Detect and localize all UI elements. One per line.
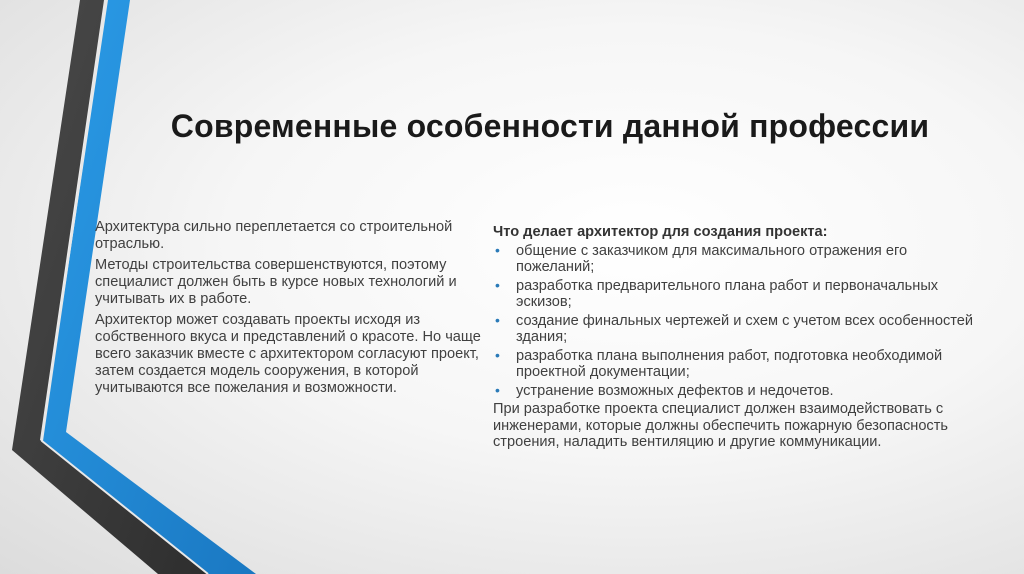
bullet-icon: • bbox=[495, 346, 500, 363]
left-paragraph: Архитектор может создавать проекты исходя из собственного вкуса и представлений о красоте. Но чаще всего заказчик вместе с архитектором согласуют проект, затем создается модель сооружения, в которой учитываются все пожелания и возможности. bbox=[95, 312, 481, 396]
left-paragraph: Методы строительства совершенствуются, поэтому специалист должен быть в курсе новых технологий и учитывать их в работе. bbox=[95, 257, 457, 307]
bullet-icon: • bbox=[495, 311, 500, 328]
bullet-icon: • bbox=[495, 241, 500, 258]
left-text-column bbox=[95, 219, 485, 401]
list-item bbox=[493, 243, 988, 276]
task-list bbox=[493, 243, 988, 400]
list-item-text: общение с заказчиком для максимального отражения его пожеланий; bbox=[516, 242, 908, 275]
list-item bbox=[493, 348, 988, 381]
list-item-text: разработка плана выполнения работ, подготовка необходимой проектной документации; bbox=[516, 347, 943, 380]
left-paragraph: Архитектура сильно переплетается со строительной отраслью. bbox=[95, 219, 453, 252]
closing-paragraph: При разработке проекта специалист должен взаимодействовать с инженерами, которые должны обеспечить пожарную безопасность строения, наладить вентиляцию и другие коммуникации. bbox=[493, 401, 949, 450]
slide-title: Современные особенности данной профессии bbox=[170, 108, 930, 144]
right-text-column bbox=[493, 224, 988, 451]
list-item bbox=[493, 383, 988, 400]
list-item-text: устранение возможных дефектов и недочетов. bbox=[516, 382, 834, 399]
list-item-text: разработка предварительного плана работ и первоначальных эскизов; bbox=[516, 277, 939, 310]
list-item bbox=[493, 313, 988, 346]
right-heading: Что делает архитектор для создания проекта: bbox=[493, 224, 828, 240]
bullet-icon: • bbox=[495, 381, 500, 398]
bullet-icon: • bbox=[495, 276, 500, 293]
list-item-text: создание финальных чертежей и схем с учетом всех особенностей здания; bbox=[516, 312, 974, 345]
list-item bbox=[493, 278, 988, 311]
